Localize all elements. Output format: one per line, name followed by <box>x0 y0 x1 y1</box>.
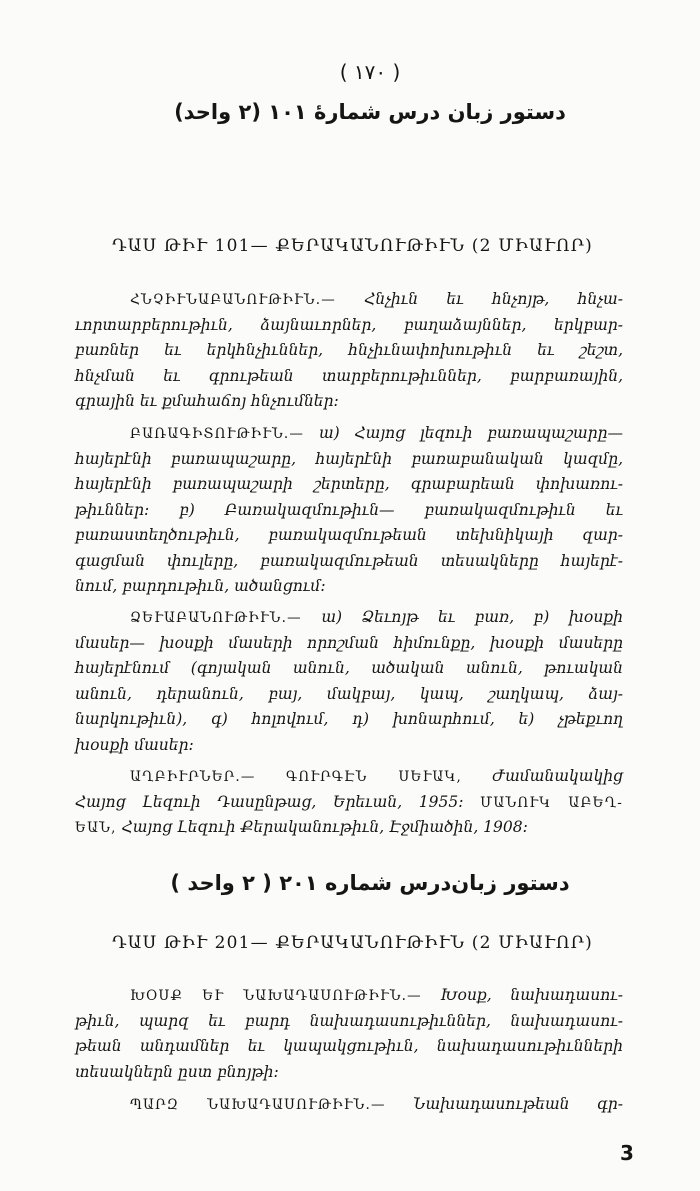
paragraph-line: թեան անդամներ եւ կապակցութիւն, նախադասութիւնների <box>75 1037 623 1055</box>
paragraph-line <box>75 790 623 816</box>
paragraph-line <box>75 287 623 313</box>
page-marker: ( ۱۷۰ ) <box>339 60 401 84</box>
source-title: Հայոց Լեզուի Քերականութիւն, Էջմիածին, 1908: <box>121 818 528 836</box>
paragraph-line: թիւններ: բ) Բառակազմութիւն— բառակազմութիւն եւ <box>75 500 623 519</box>
course-title-persian: دستور زبان‌درس شماره ۲۰۱ ( ۲ واحد ) <box>170 871 570 895</box>
paragraph-line: գրային եւ քմահաճոյ հնչումներ: <box>75 392 339 410</box>
course-title-armenian: ԴԱՍ ԹԻՒ 101— ՔԵՐԱԿԱՆՈՒԹԻՒՆ (2 ՄԻԱՒՈՐ) <box>112 236 593 256</box>
line-text: ա) Հայոց լեզուի բառապաշարը— <box>318 424 623 442</box>
paragraph-heading: ԱՂԲԻՒՐՆԵՐ.— <box>130 769 256 785</box>
paragraph-line: հայերէնի բառապաշարը, հայերէնի բառաբանական կազմը, <box>75 449 623 468</box>
paragraph-line: թիւն, պարզ եւ բարդ նախադասութիւններ, նախադասու- <box>75 1011 623 1030</box>
paragraph-sources <box>75 764 623 841</box>
paragraph-line: տեսակներն ըստ բնոյթի: <box>75 1062 279 1081</box>
source-author: ԵԱՆ, <box>75 820 117 836</box>
course-title-armenian: ԴԱՍ ԹԻՒ 201— ՔԵՐԱԿԱՆՈՒԹԻՒՆ (2 ՄԻԱՒՈՐ) <box>112 933 593 953</box>
paragraph-heading: ՀՆՉԻՒՆԱԲԱՆՈՒԹԻՒՆ.— <box>130 292 336 308</box>
paragraph-lexicology <box>75 421 623 600</box>
paragraph-morphology <box>75 605 623 758</box>
paragraph-line <box>75 983 623 1009</box>
paragraph-heading: ՊԱՐԶ ՆԱԽԱԴԱՍՈՒԹԻՒՆ.— <box>130 1097 386 1113</box>
paragraph-simple-sentence <box>75 1092 623 1118</box>
paragraph-line <box>75 1092 623 1118</box>
paragraph-line: հնչման եւ գրութեան տարբերութիւններ, բարբառային, <box>75 366 623 385</box>
source-title: Ժամանակակից <box>492 767 623 785</box>
line-text: Նախադասութեան գր- <box>413 1095 623 1113</box>
paragraph-line <box>75 815 623 841</box>
source-author: ՄԱՆՈՒԿ ԱԲԵՂ- <box>480 794 623 811</box>
page-number: 3 <box>620 1141 634 1165</box>
paragraph-heading: ԲԱՌԱԳԻՏՈՒԹԻՒՆ.— <box>130 426 305 442</box>
paragraph-line: ւորտարբերութիւն, ձայնաւորներ, բաղաձայններ, երկբար- <box>75 315 623 334</box>
paragraph-line: բառներ եւ երկհնչիւններ, հնչիւնափոխութիւն եւ շեշտ, <box>75 341 623 359</box>
course-title-persian: دستور زبان درس شمارهٔ ۱۰۱ (۲ واحد) <box>174 100 566 124</box>
paragraph-line: նում, բարդութիւն, ածանցում: <box>75 577 326 595</box>
paragraph-line: հայերէնի բառապաշարի շերտերը, գրաբարեան փոխառու- <box>75 475 623 493</box>
paragraph-phonetics <box>75 287 623 415</box>
source-title: Հայոց Լեզուի Դասընթաց, Երեւան, 1955: <box>75 792 464 811</box>
line-text: ա) Ձեւոյթ եւ բառ, բ) խօսքի <box>321 608 623 626</box>
line-text: Խօսք, նախադասու- <box>440 986 623 1004</box>
paragraph-line: խօսքի մասեր: <box>75 735 194 754</box>
paragraph-line: մասեր— խօսքի մասերի որոշման հիմունքը, խօսքի մասերը <box>75 633 623 652</box>
paragraph-line: գացման փուլերը, բառակազմութեան տեսակները հայերէ- <box>75 551 623 570</box>
paragraph-line <box>75 421 623 447</box>
source-author: ԳՈՒՐԳԷՆ ՍԵՒԱԿ, <box>286 769 462 785</box>
paragraph-heading: ԽՕՍՔ ԵՒ ՆԱԽԱԴԱՍՈՒԹԻՒՆ.— <box>130 988 422 1004</box>
paragraph-line <box>75 605 623 631</box>
paragraph-line: նարկութիւն), գ) հոլովում, դ) խոնարհում, ե) չթեքւող <box>75 710 623 728</box>
paragraph-line: հայերէնում (գոյական անուն, ածական անուն, թուական <box>75 659 623 677</box>
paragraph-line: բառաստեղծութիւն, բառակազմութեան տեխնիկայի զար- <box>75 526 623 544</box>
line-text: Հնչիւն եւ հնչոյթ, հնչա- <box>364 290 623 308</box>
paragraph-speech-and-sentence <box>75 983 623 1085</box>
paragraph-line <box>75 764 623 790</box>
paragraph-line: անուն, դերանուն, բայ, մակբայ, կապ, շաղկապ, ձայ- <box>75 684 623 703</box>
paragraph-heading: ՁԵՒԱԲԱՆՈՒԹԻՒՆ.— <box>130 610 302 626</box>
